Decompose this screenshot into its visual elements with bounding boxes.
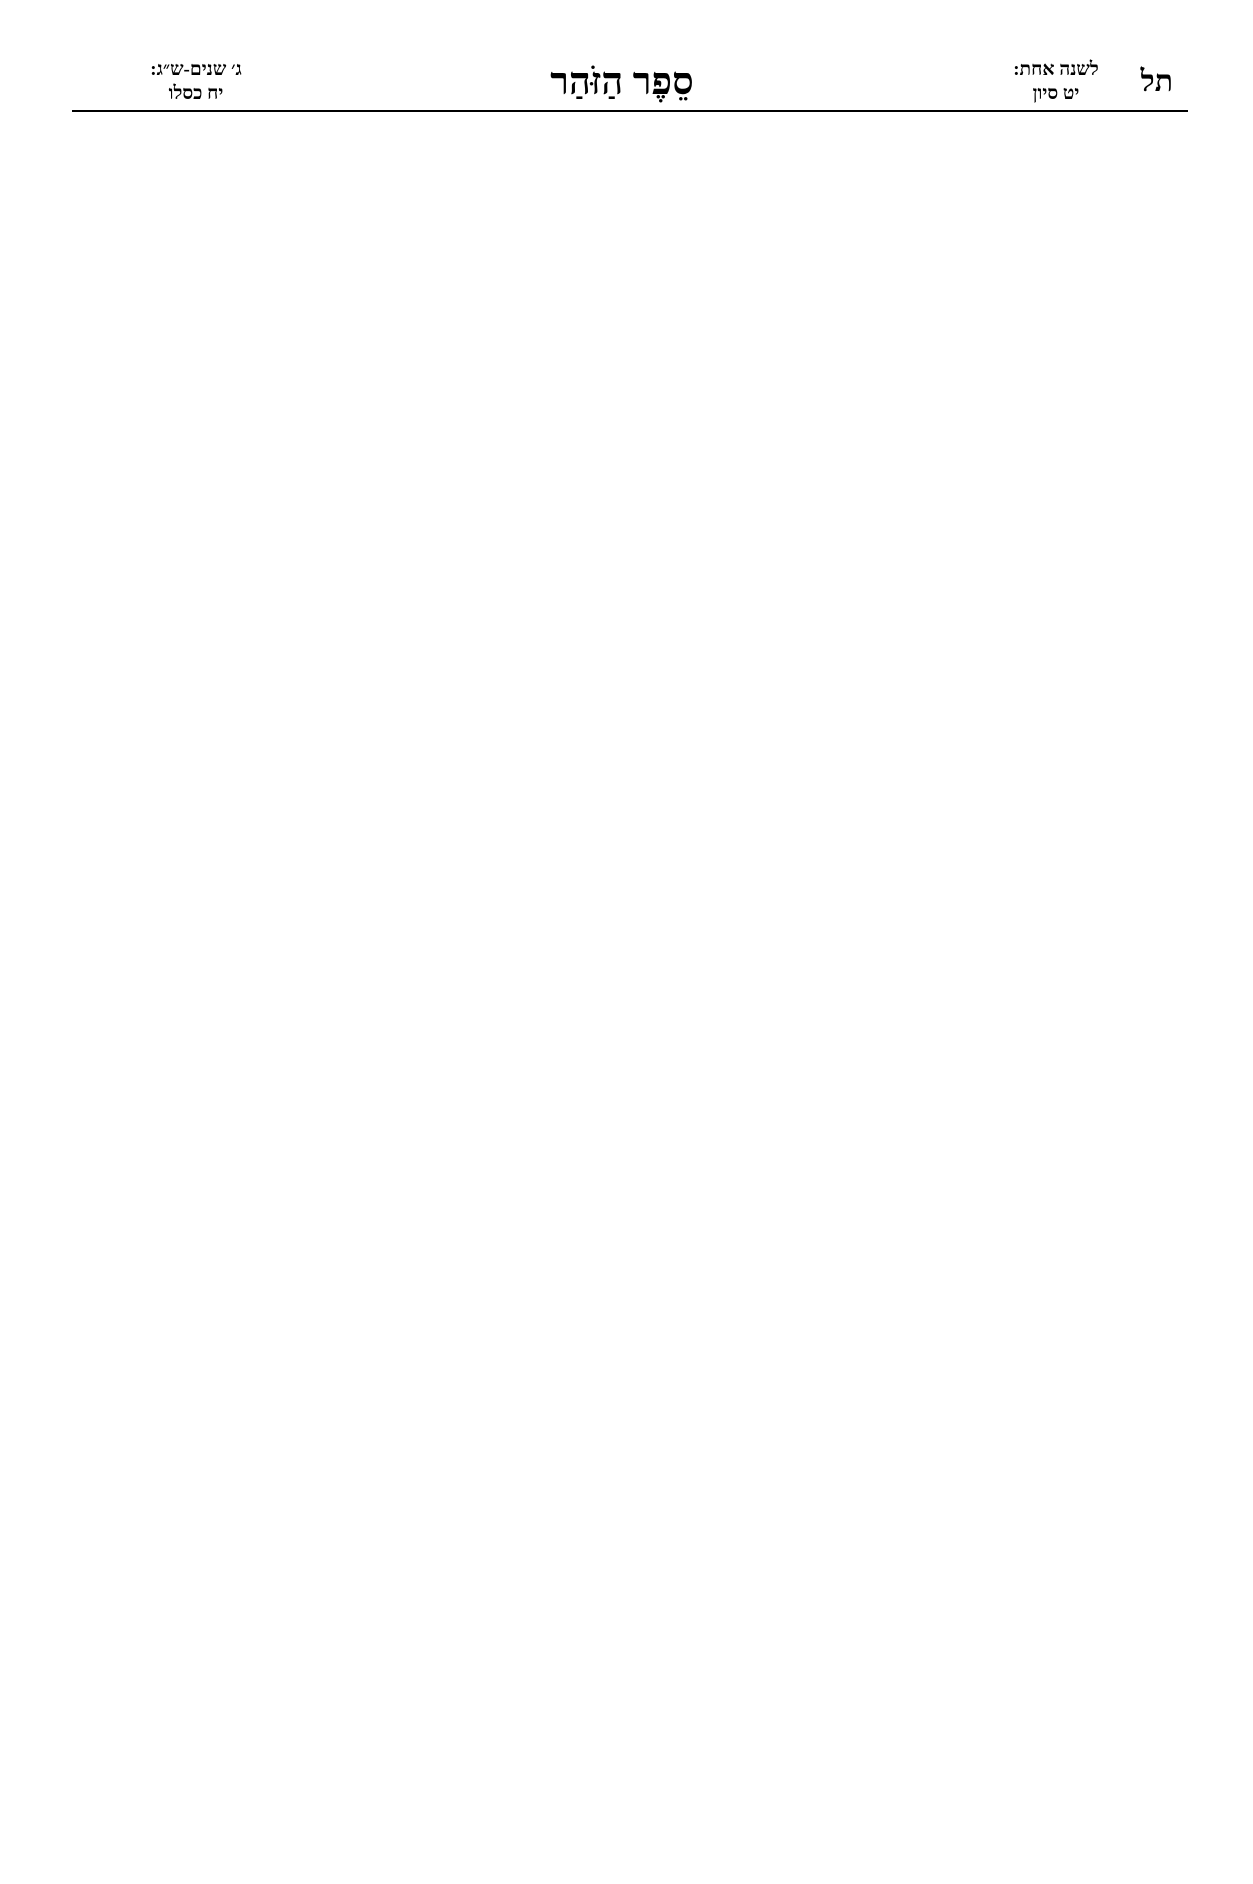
text-line <box>72 1698 1182 1749</box>
page-body-text <box>72 117 1182 1749</box>
text-line <box>72 1596 1182 1647</box>
paragraph <box>72 984 1182 1188</box>
header-divider <box>72 110 1188 112</box>
paragraph <box>72 1341 1182 1749</box>
paragraph <box>72 372 1182 627</box>
book-title: סֵפֶר הַזֹּהַר <box>550 61 694 103</box>
text-line <box>72 219 1182 270</box>
text-line <box>72 627 1182 678</box>
text-line <box>72 678 1182 729</box>
study-cycle-label: לשנה אחת: <box>1013 59 1099 80</box>
study-schedule-note-three-years <box>128 58 264 106</box>
text-line <box>72 474 1182 525</box>
study-schedule-note-one-year <box>1004 58 1108 106</box>
text-line <box>72 1341 1182 1392</box>
text-line <box>72 882 1182 933</box>
text-line <box>72 321 1182 372</box>
study-cycle-label: ג׳ שנים-ש״ג: <box>150 59 242 80</box>
text-line <box>72 933 1182 984</box>
text-line <box>72 984 1182 1035</box>
page-number: תל <box>1140 65 1173 98</box>
text-line <box>72 831 1182 882</box>
text-line <box>72 576 1182 627</box>
study-date: יח כסלו <box>168 83 224 104</box>
text-line <box>72 1290 1182 1341</box>
text-line <box>72 1239 1182 1290</box>
text-line <box>72 423 1182 474</box>
paragraph <box>72 627 1182 984</box>
text-line <box>72 729 1182 780</box>
study-date: יט סיון <box>1032 83 1080 104</box>
text-line <box>72 1494 1182 1545</box>
paragraph <box>72 1188 1182 1341</box>
text-line <box>72 372 1182 423</box>
text-line <box>72 780 1182 831</box>
text-line <box>72 1392 1182 1443</box>
text-line <box>72 270 1182 321</box>
text-line <box>72 117 1182 168</box>
paragraph <box>72 117 1182 219</box>
text-line <box>72 1035 1182 1086</box>
text-line <box>72 1137 1182 1188</box>
text-line <box>72 1188 1182 1239</box>
text-line <box>72 525 1182 576</box>
text-line <box>72 1086 1182 1137</box>
text-line <box>72 1545 1182 1596</box>
text-line <box>72 168 1182 219</box>
text-line <box>72 1443 1182 1494</box>
text-line <box>72 1647 1182 1698</box>
paragraph <box>72 219 1182 372</box>
